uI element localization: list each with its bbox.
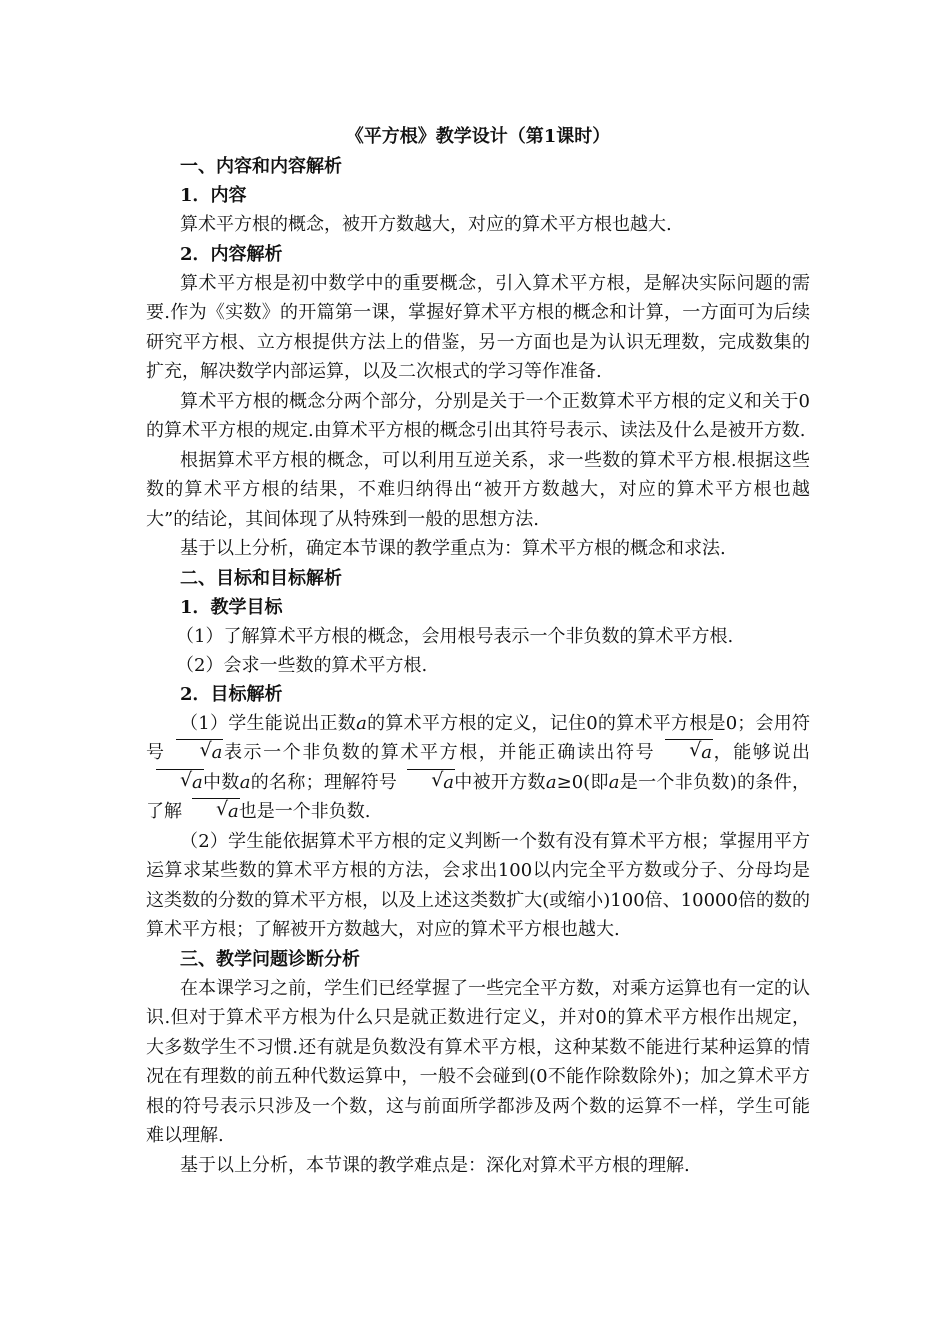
variable-a: a xyxy=(608,771,620,793)
analysis-text-segment: 中数 xyxy=(202,771,240,793)
analysis-text-segment: 中被开方数 xyxy=(453,771,546,793)
sqrt-a-symbol: √ a xyxy=(146,768,203,798)
document-page xyxy=(146,122,810,1180)
goal-analysis-paragraph-2: （2）学生能依据算术平方根的定义判断一个数有没有算术平方根；掌握用平方运算求某些数的算术平方根的方法，会求出100以内完全平方数或分子、分母均是这类数的分数的算术平方根，以及上述这类数扩大(或缩小)100倍、10000倍的数的算术平方根；了解被开方数越大，对应的算术平方根也越大. xyxy=(146,830,810,940)
analysis-text-segment: ≥0(即 xyxy=(556,771,609,793)
subsection-heading-goal-analysis: 2．目标解析 xyxy=(180,683,283,705)
sqrt-a-symbol: √ a xyxy=(397,768,454,798)
sqrt-a-symbol: √ a xyxy=(166,738,223,768)
variable-a: a xyxy=(545,771,557,793)
analysis-text-segment: 的算术平方根的定义，记住0的算术平方根是0；会用符号 xyxy=(146,712,811,763)
analysis-text-segment: 的名称；理解符号 xyxy=(250,771,398,793)
goal-item-1: （1）了解算术平方根的概念，会用根号表示一个非负数的算术平方根. xyxy=(176,625,734,647)
document-title: 《平方根》教学设计（第1课时） xyxy=(345,126,611,147)
subsection-heading-content-analysis: 2．内容解析 xyxy=(180,243,283,265)
sqrt-a-symbol: √ a xyxy=(655,738,712,768)
section-heading-diagnosis: 三、教学问题诊断分析 xyxy=(180,948,360,970)
subsection-heading-teaching-goals: 1．教学目标 xyxy=(180,596,283,618)
analysis-text-segment: 也是一个非负数. xyxy=(238,801,371,822)
section-heading-content: 一、内容和内容解析 xyxy=(180,156,342,177)
diagnosis-paragraph-1: 在本课学习之前，学生们已经掌握了一些完全平方数，对乘方运算也有一定的认识.但对于算术平方根为什么只是就正数进行定义，并对0的算术平方根作出规定，大多数学生不习惯.还有就是负数没有算术平方根，这种某数不能进行某种运算的情况在有理数的前五种代数运算中，一般不会碰到(0不能作除数除外)；加之算术平方根的符号表示只涉及一个数，这与前面所学都涉及两个数的运算不一样，学生可能难以理解. xyxy=(146,977,810,1146)
variable-a: a xyxy=(239,771,251,793)
goal-item-2: （2）会求一些数的算术平方根. xyxy=(176,654,428,676)
sqrt-a-symbol: √ a xyxy=(182,797,239,827)
analysis-text-segment: ，能够说出 xyxy=(711,742,811,763)
analysis-text-segment: 表示一个非负数的算术平方根，并能正确读出符号 xyxy=(222,742,656,763)
content-text: 算术平方根的概念，被开方数越大，对应的算术平方根也越大. xyxy=(180,214,672,235)
subsection-heading-content: 1．内容 xyxy=(180,185,247,206)
analysis-text-segment: 是一个非负数)的条件，了解 xyxy=(146,771,811,822)
content-analysis-paragraph-2: 算术平方根的概念分两个部分，分别是关于一个正数算术平方根的定义和关于0的算术平方根的规定.由算术平方根的概念引出其符号表示、读法及什么是被开方数. xyxy=(146,390,810,441)
diagnosis-paragraph-2: 基于以上分析，本节课的教学难点是：深化对算术平方根的理解. xyxy=(180,1154,690,1176)
analysis-text-segment: （1）学生能说出正数 xyxy=(180,712,357,734)
section-heading-goals: 二、目标和目标解析 xyxy=(180,567,342,589)
variable-a: a xyxy=(356,712,367,734)
content-analysis-paragraph-4: 基于以上分析，确定本节课的教学重点为：算术平方根的概念和求法. xyxy=(180,538,726,559)
goal-analysis-paragraph-1 xyxy=(146,709,810,827)
content-analysis-paragraph-3: 根据算术平方根的概念，可以利用互逆关系，求一些数的算术平方根.根据这些数的算术平方根的结果，不难归纳得出“被开方数越大，对应的算术平方根也越大”的结论，其间体现了从特殊到一般的思想方法. xyxy=(146,449,810,530)
content-analysis-paragraph-1: 算术平方根是初中数学中的重要概念，引入算术平方根，是解决实际问题的需要.作为《实数》的开篇第一课，掌握好算术平方根的概念和计算，一方面可为后续研究平方根、立方根提供方法上的借鉴，另一方面也是为认识无理数，完成数集的扩充，解决数学内部运算，以及二次根式的学习等作准备. xyxy=(146,272,810,382)
